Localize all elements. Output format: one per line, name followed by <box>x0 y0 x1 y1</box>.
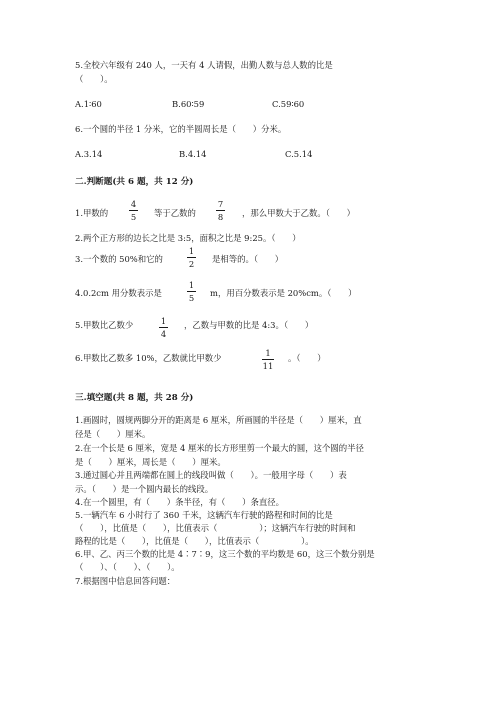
fill5-line3: 路程的比是（ ），比值是（ ），比值表示（ ）。 <box>75 536 314 546</box>
q5-option-a: A.1∶60 <box>75 99 102 109</box>
judge2-text: 2.两个正方形的边长之比是 3:5，面积之比是 9:25。（ ） <box>75 233 301 243</box>
judge1-text-pre: 1.甲数的 <box>75 208 109 218</box>
judge1-fraction-4-5 <box>129 199 138 222</box>
judge6-text-post: 。（ ） <box>288 353 326 363</box>
fill1-line2: 径是（ ）厘米。 <box>75 429 151 439</box>
judge1-text-post: ，那么甲数大于乙数。（ ） <box>242 208 356 218</box>
judge5-text-post: ，乙数与甲数的比是 4:3。（ ） <box>184 320 314 330</box>
fraction-denominator: 4 <box>160 329 167 339</box>
judge6-fraction-1-11 <box>262 348 274 371</box>
q5-option-b: B.60∶59 <box>172 99 205 109</box>
fill1-line1: 1.画圆时，圆规两脚分开的距离是 6 厘米，所画圆的半径是（ ）厘米，直 <box>75 415 362 425</box>
fraction-bar <box>129 210 138 211</box>
judge3-text-post: 是相等的。（ ） <box>212 254 284 264</box>
fraction-numerator: 1 <box>265 348 271 358</box>
fill6-line1: 6.甲、乙、丙三个数的比是 4∶7∶9，这三个数的平均数是 60，这三个数分别是 <box>75 549 375 559</box>
fraction-numerator: 1 <box>160 316 167 326</box>
fraction-bar <box>262 359 274 360</box>
judge5-text-pre: 5.甲数比乙数少 <box>75 320 134 330</box>
fraction-bar <box>159 327 168 328</box>
judge3-text-pre: 3.一个数的 50%和它的 <box>75 254 163 264</box>
fraction-denominator: 5 <box>188 293 195 303</box>
q5-stem-line2: （ ）。 <box>75 74 113 84</box>
fraction-numerator: 7 <box>217 199 224 209</box>
fraction-numerator: 4 <box>130 199 137 209</box>
fill6-line2: （ ）、（ ）、（ ）。 <box>75 562 180 572</box>
q6-stem: 6.一个圆的半径 1 分米，它的半圆周长是（ ）分米。 <box>75 124 287 134</box>
fraction-bar <box>216 210 225 211</box>
fraction-bar <box>187 257 196 258</box>
fraction-denominator: 5 <box>130 212 137 222</box>
judge5-fraction-1-4 <box>159 316 168 339</box>
section3-title: 三.填空题(共 8 题，共 28 分) <box>75 393 194 403</box>
judge1-fraction-7-8 <box>216 199 225 222</box>
q5-option-c: C.59∶60 <box>272 99 305 109</box>
fill3-line1: 3.通过圆心并且两端都在圆上的线段叫做（ ）。一般用字母（ ）表 <box>75 470 347 480</box>
fill7-line: 7.根据图中信息回答问题： <box>75 576 176 586</box>
q6-option-c: C.5.14 <box>285 149 313 159</box>
judge4-text-post: m，用百分数表示是 20%cm。（ ） <box>210 288 357 298</box>
fill5-line2: （ ），比值是（ ），比值表示（ ）；这辆汽车行驶的时间和 <box>75 523 356 533</box>
q6-option-b: B.4.14 <box>179 149 207 159</box>
fraction-denominator: 11 <box>262 361 274 371</box>
q6-option-a: A.3.14 <box>75 149 103 159</box>
fill2-line2: 是（ ）厘米，周长是（ ）厘米。 <box>75 457 226 467</box>
judge1-text-mid: 等于乙数的 <box>154 208 196 218</box>
fraction-bar <box>187 291 196 292</box>
fraction-denominator: 8 <box>217 212 224 222</box>
q5-stem-line1: 5.全校六年级有 240 人，一天有 4 人请假，出勤人数与总人数的比是 <box>75 60 333 70</box>
fraction-numerator: 1 <box>188 246 195 256</box>
judge6-text-pre: 6.甲数比乙数多 10%，乙数就比甲数少 <box>75 353 222 363</box>
fill4-line: 4.在一个圆里，有（ ）条半径，有（ ）条直径。 <box>75 497 284 507</box>
judge3-fraction-1-2 <box>187 246 196 269</box>
fill5-line1: 5.一辆汽车 6 小时行了 360 千米，这辆汽车行驶的路程和时间的比是 <box>75 510 333 520</box>
fraction-denominator: 2 <box>188 259 195 269</box>
fraction-numerator: 1 <box>188 280 195 290</box>
fill2-line1: 2.在一个长是 6 厘米，宽是 4 厘米的长方形里剪一个最大的圆，这个圆的半径 <box>75 443 364 453</box>
judge4-fraction-1-5 <box>187 280 196 303</box>
fill3-line2: 示。（ ）是一个圆内最长的线段。 <box>75 484 214 494</box>
judge4-text-pre: 4.0.2cm 用分数表示是 <box>75 288 162 298</box>
section2-title: 二.判断题(共 6 题，共 12 分) <box>75 177 194 187</box>
